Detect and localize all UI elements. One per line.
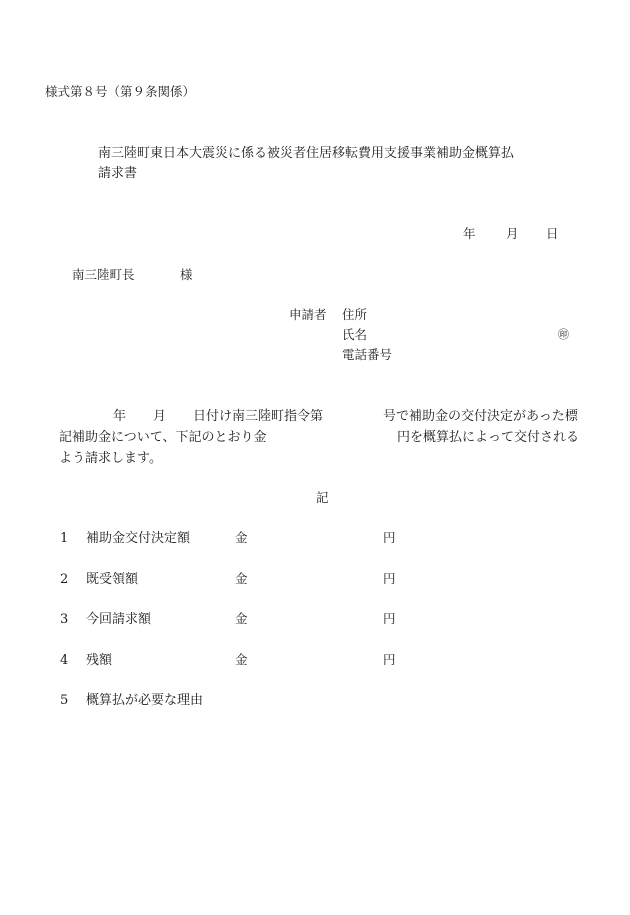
item-2-kin: 金 xyxy=(235,571,248,586)
item-3-label: 今回請求額 xyxy=(86,612,152,627)
applicant-phone-label: 電話番号 xyxy=(342,347,393,362)
body-line2-tail: 円を概算払によって交付される xyxy=(397,430,580,445)
date-month-label: 月 xyxy=(506,226,519,241)
date-year-label: 年 xyxy=(463,226,476,241)
item-3-number: 3 xyxy=(60,612,69,627)
item-3-yen: 円 xyxy=(383,611,396,626)
document-title-line2: 請求書 xyxy=(98,166,138,181)
addressee-honorific: 様 xyxy=(180,267,193,282)
body-month-label: 月 xyxy=(153,409,167,424)
body-line1-text: 日付け南三陸町指令第 xyxy=(193,409,324,424)
document-title-line1: 南三陸町東日本大震災に係る被災者住居移転費用支援事業補助金概算払 xyxy=(98,146,515,161)
body-line1-tail: 号で補助金の交付決定があった標 xyxy=(383,409,578,424)
item-1-yen: 円 xyxy=(383,530,396,545)
date-day-label: 日 xyxy=(546,226,559,241)
item-1-kin: 金 xyxy=(235,530,248,545)
body-line2-head: 記補助金について、下記のとおり金 xyxy=(59,430,267,445)
item-1-number: 1 xyxy=(60,531,69,546)
ki-heading: 記 xyxy=(316,490,329,505)
item-5-label: 概算払が必要な理由 xyxy=(86,693,204,708)
item-4-yen: 円 xyxy=(383,652,396,667)
applicant-address-label: 住所 xyxy=(342,307,368,322)
item-2-number: 2 xyxy=(60,572,69,587)
seal-mark: ㊞ xyxy=(558,328,569,341)
body-line3: よう請求します。 xyxy=(59,451,162,466)
applicant-label: 申請者 xyxy=(289,307,327,322)
item-4-kin: 金 xyxy=(235,652,248,667)
applicant-name-label: 氏名 xyxy=(342,327,368,342)
item-2-yen: 円 xyxy=(383,571,396,586)
form-number: 様式第８号（第９条関係） xyxy=(45,84,196,99)
addressee-name: 南三陸町長 xyxy=(72,267,135,282)
item-5-number: 5 xyxy=(60,693,69,708)
item-3-kin: 金 xyxy=(235,611,248,626)
item-4-label: 残額 xyxy=(86,653,113,668)
body-year-label: 年 xyxy=(113,409,127,424)
item-4-number: 4 xyxy=(60,653,69,668)
item-2-label: 既受領額 xyxy=(86,572,139,587)
item-1-label: 補助金交付決定額 xyxy=(86,531,191,546)
